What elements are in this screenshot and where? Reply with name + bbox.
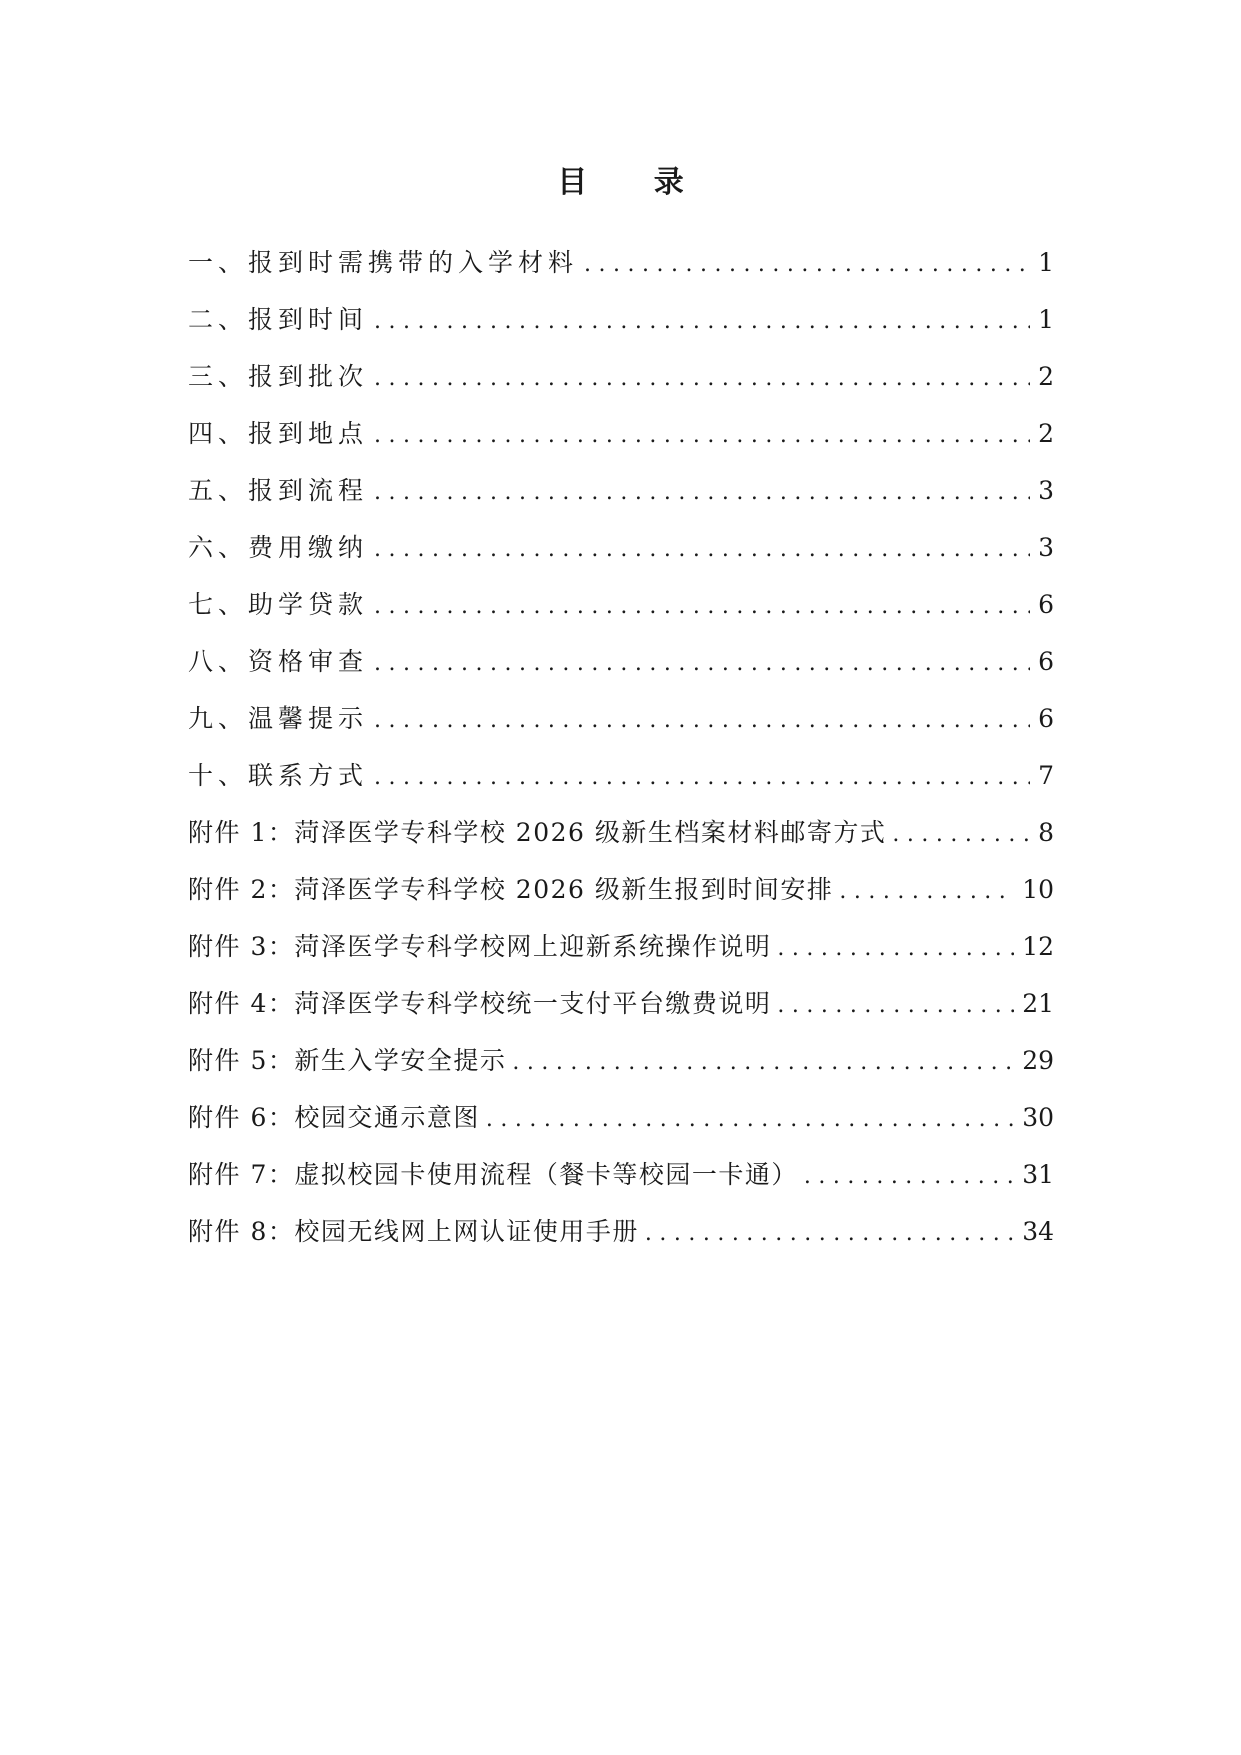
toc-page-number: 30 [1022,1103,1054,1132]
toc-dot-leader [374,475,1030,511]
toc-entry[interactable] [188,815,1054,872]
toc-entry-title: 附件 2：菏泽医学专科学校 2026 级新生报到时间安排 [188,875,834,904]
toc-dot-leader [486,1102,1014,1138]
table-of-contents [188,245,1054,1271]
toc-entry-title: 二、报到时间 [188,305,369,334]
toc-dot-leader [777,988,1014,1024]
toc-entry[interactable] [188,1043,1054,1100]
toc-page-number: 29 [1022,1046,1054,1075]
toc-entry-title: 一、报到时需携带的入学材料 [188,248,579,277]
toc-page-number: 2 [1038,362,1054,391]
toc-dot-leader [512,1045,1014,1081]
toc-entry-title: 六、费用缴纳 [188,533,369,562]
toc-page-number: 3 [1038,533,1054,562]
toc-dot-leader [374,532,1030,568]
toc-entry[interactable] [188,758,1054,815]
toc-dot-leader [584,247,1030,283]
toc-page-number: 6 [1038,647,1054,676]
toc-entry[interactable] [188,587,1054,644]
toc-dot-leader [374,418,1030,454]
toc-entry-title: 四、报到地点 [188,419,369,448]
toc-dot-leader [374,760,1030,796]
toc-entry[interactable] [188,302,1054,359]
toc-page-number: 31 [1022,1160,1054,1189]
toc-entry[interactable] [188,1100,1054,1157]
toc-entry-title: 五、报到流程 [188,476,369,505]
toc-title: 目 录 [557,165,712,201]
toc-entry[interactable] [188,245,1054,302]
toc-entry-title: 八、资格审查 [188,647,369,676]
toc-entry-title: 十、联系方式 [188,761,369,790]
toc-page-number: 1 [1038,305,1054,334]
toc-entry[interactable] [188,644,1054,701]
toc-entry[interactable] [188,872,1054,929]
toc-page-number: 6 [1038,590,1054,619]
toc-entry[interactable] [188,929,1054,986]
toc-entry-title: 三、报到批次 [188,362,369,391]
toc-dot-leader [374,361,1030,397]
toc-page-number: 10 [1022,875,1054,904]
toc-entry-title: 附件 3：菏泽医学专科学校网上迎新系统操作说明 [188,932,772,961]
toc-page-number: 12 [1022,932,1054,961]
toc-dot-leader [645,1216,1014,1252]
toc-entry[interactable] [188,530,1054,587]
toc-entry[interactable] [188,701,1054,758]
toc-entry[interactable] [188,986,1054,1043]
toc-entry-title: 七、助学贷款 [188,590,369,619]
toc-entry-title: 附件 4：菏泽医学专科学校统一支付平台缴费说明 [188,989,772,1018]
toc-page-number: 7 [1038,761,1054,790]
toc-dot-leader [374,703,1030,739]
toc-page-number: 34 [1022,1217,1054,1246]
toc-entry-title: 附件 7：虚拟校园卡使用流程（餐卡等校园一卡通） [188,1160,798,1189]
toc-entry[interactable] [188,1214,1054,1271]
toc-entry-title: 附件 8：校园无线网上网认证使用手册 [188,1217,639,1246]
toc-page-number: 6 [1038,704,1054,733]
toc-page-number: 21 [1022,989,1054,1018]
toc-dot-leader [804,1159,1014,1195]
toc-page-number: 2 [1038,419,1054,448]
toc-entry-title: 附件 5：新生入学安全提示 [188,1046,507,1075]
toc-entry-title: 附件 6：校园交通示意图 [188,1103,480,1132]
toc-dot-leader [892,817,1030,853]
toc-entry-title: 九、温馨提示 [188,704,369,733]
toc-page-number: 3 [1038,476,1054,505]
toc-dot-leader [374,589,1030,625]
toc-dot-leader [374,304,1030,340]
toc-page-number: 1 [1038,248,1054,277]
toc-entry[interactable] [188,416,1054,473]
toc-entry[interactable] [188,1157,1054,1214]
toc-entry[interactable] [188,359,1054,416]
toc-dot-leader [839,874,1014,910]
toc-dot-leader [374,646,1030,682]
toc-entry[interactable] [188,473,1054,530]
toc-entry-title: 附件 1：菏泽医学专科学校 2026 级新生档案材料邮寄方式 [188,818,887,847]
toc-dot-leader [777,931,1014,967]
toc-page-number: 8 [1038,818,1054,847]
